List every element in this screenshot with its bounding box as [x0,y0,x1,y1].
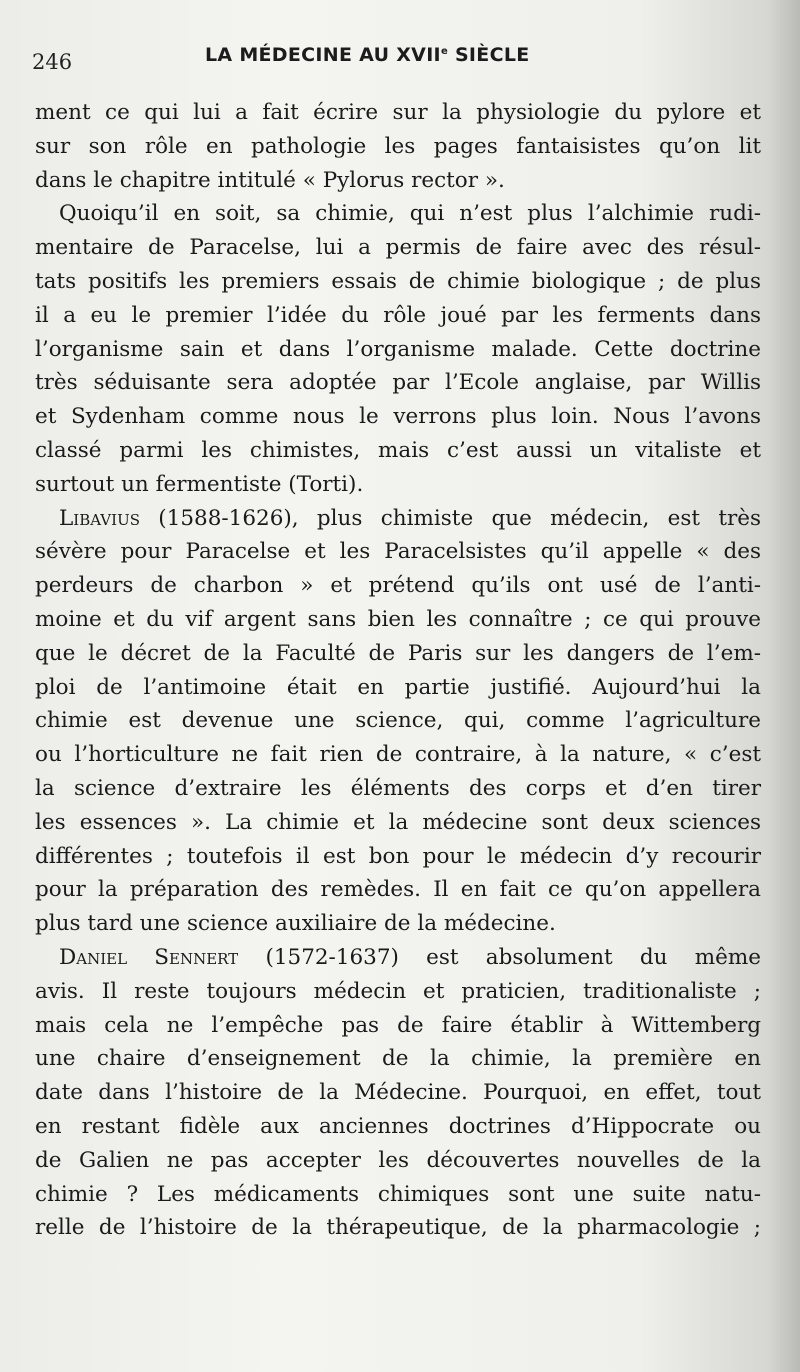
text-line: perdeurs de charbon » et prétend qu’ils ont usé de l’anti- [35,573,761,599]
text-line: plus tard une science auxiliaire de la médecine. [35,911,556,937]
text-line: les essences ». La chimie et la médecine sont deux sciences [35,809,761,835]
running-head-superscript: e [440,46,449,57]
text-line: Quoiqu’il en soit, sa chimie, qui n’est plus l’alchimie rudi- [59,201,761,227]
text-line: il a eu le premier l’idée du rôle joué par les ferments dans [35,302,761,328]
text-line: relle de l’histoire de la thérapeutique, de la pharmacologie ; [35,1215,761,1241]
text-line: sur son rôle en pathologie les pages fantaisistes qu’on lit [35,133,761,159]
text-line: de Galien ne pas accepter les découvertes nouvelles de la [35,1147,761,1173]
text-line-rest: (1572-1637) est absolument du même [238,944,761,970]
text-line: que le décret de la Faculté de Paris sur les dangers de l’em- [35,640,761,666]
text-line: chimie est devenue une science, qui, comme l’agriculture [35,708,761,734]
text-line-rest: (1588-1626), plus chimiste que médecin, est très [140,505,761,531]
text-line: mentaire de Paracelse, lui a permis de faire avec des résul- [35,235,761,261]
text-line: très séduisante sera adoptée par l’Ecole anglaise, par Willis [35,370,761,396]
text-line: la science d’extraire les éléments des corps et d’en tirer [35,775,761,801]
text-line: et Sydenham comme nous le verrons plus loin. Nous l’avons [35,404,761,430]
text-line: ou l’horticulture ne fait rien de contraire, à la nature, « c’est [35,742,761,768]
text-line: avis. Il reste toujours médecin et praticien, traditionaliste ; [35,978,761,1004]
text-line: une chaire d’enseignement de la chimie, la première en [35,1046,761,1072]
author-name-libavius: Libavius [59,505,140,531]
text-line: classé parmi les chimistes, mais c’est aussi un vitaliste et [35,437,761,463]
text-line: ploi de l’antimoine était en partie justifié. Aujourd’hui la [35,674,761,700]
body-text [35,96,761,1245]
text-line: pour la préparation des remèdes. Il en fait ce qu’on appellera [35,877,761,903]
text-line: en restant fidèle aux anciennes doctrines d’Hippocrate ou [35,1113,761,1139]
running-head [205,44,530,66]
text-line: surtout un fermentiste (Torti). [35,471,364,497]
text-line: chimie ? Les médicaments chimiques sont une suite natu- [35,1181,761,1207]
text-line: moine et du vif argent sans bien les connaître ; ce qui prouve [35,606,761,632]
text-line: ment ce qui lui a fait écrire sur la physiologie du pylore et [35,100,761,125]
page-number: 246 [32,50,73,74]
text-line [35,941,761,975]
text-line: sévère pour Paracelse et les Paracelsistes qu’il appelle « des [35,539,761,565]
text-line: date dans l’histoire de la Médecine. Pourquoi, en effet, tout [35,1080,761,1106]
text-line: l’organisme sain et dans l’organisme malade. Cette doctrine [35,336,761,362]
running-head-title-end: SIÈCLE [448,44,530,66]
text-line: tats positifs les premiers essais de chimie biologique ; de plus [35,268,761,294]
text-line: mais cela ne l’empêche pas de faire établir à Wittemberg [35,1012,761,1038]
text-line [35,502,761,536]
running-head-title: LA MÉDECINE AU XVII [205,44,441,66]
text-line: différentes ; toutefois il est bon pour le médecin d’y recourir [35,843,761,869]
text-line: dans le chapitre intitulé « Pylorus rector ». [35,167,505,193]
author-name-sennert: Daniel Sennert [59,944,239,970]
